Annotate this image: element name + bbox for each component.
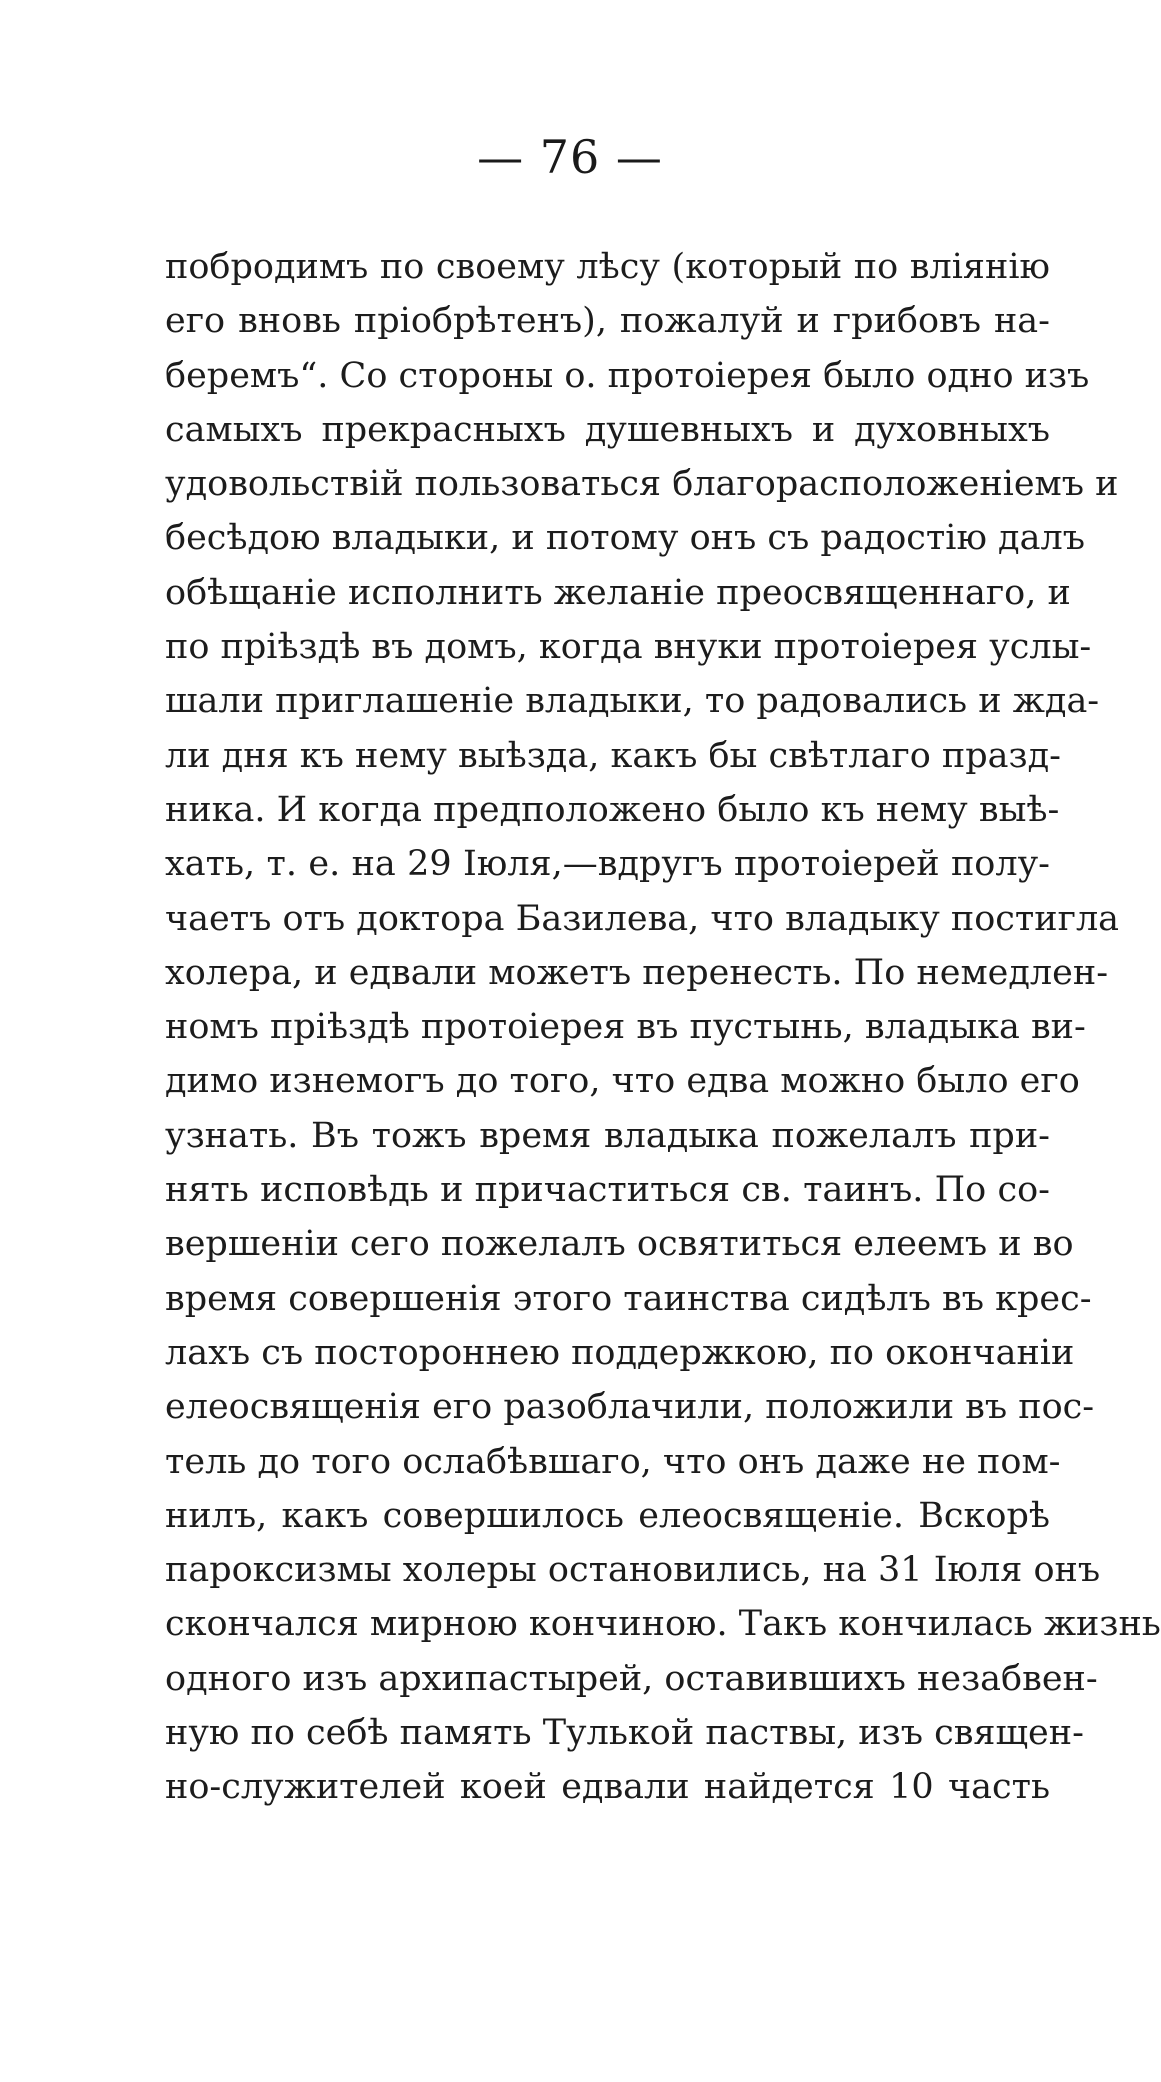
text-line: по пріѣздѣ въ домъ, когда внуки протоіерея услы- bbox=[165, 627, 1092, 668]
text-line: димо изнемогъ до того, что едва можно было его bbox=[165, 1061, 1080, 1102]
text-line: нять исповѣдь и причаститься св. таинъ. По со- bbox=[165, 1170, 1050, 1211]
text-line: но-служителей коей едвали найдется 10 часть bbox=[165, 1767, 1050, 1808]
text-line: его вновь пріобрѣтенъ), пожалуй и грибовъ на- bbox=[165, 301, 1050, 342]
text-line: самыхъ прекрасныхъ душевныхъ и духовныхъ bbox=[165, 409, 1050, 450]
text-line: удовольствій пользоваться благорасположеніемъ и bbox=[165, 464, 1119, 505]
text-line: ли дня къ нему выѣзда, какъ бы свѣтлаго празд- bbox=[165, 735, 1061, 776]
text-line: беремъ“. Со стороны о. протоіерея было одно изъ bbox=[165, 355, 1090, 396]
text-line: тель до того ослабѣвшаго, что онъ даже не пом- bbox=[165, 1441, 1061, 1482]
text-line: ника. И когда предположено было къ нему выѣ- bbox=[165, 789, 1060, 830]
text-line: узнать. Въ тожъ время владыка пожелалъ при- bbox=[165, 1115, 1050, 1156]
text-line: одного изъ архипастырей, оставившихъ незабвен- bbox=[165, 1658, 1098, 1699]
text-line: холера, и едвали можетъ перенесть. По немедлен- bbox=[165, 952, 1109, 993]
page-number: — 76 — bbox=[477, 130, 663, 184]
text-line: пароксизмы холеры остановились, на 31 Іюля онъ bbox=[165, 1550, 1101, 1591]
text-line: побродимъ по своему лѣсу (который по вліянію bbox=[165, 247, 1050, 287]
text-line: вершеніи сего пожелалъ освятиться елеемъ и во bbox=[165, 1224, 1074, 1265]
text-line: время совершенія этого таинства сидѣлъ въ крес- bbox=[165, 1278, 1092, 1319]
text-line: нилъ, какъ совершилось елеосвященіе. Вскорѣ bbox=[165, 1495, 1050, 1536]
text-line: елеосвященія его разоблачили, положили въ пос- bbox=[165, 1387, 1095, 1428]
text-line: обѣщаніе исполнить желаніе преосвященнаго, и bbox=[165, 572, 1071, 613]
text-line: скончался мирною кончиною. Такъ кончилась жизнь bbox=[165, 1604, 1161, 1645]
text-line: ную по себѣ память Тулькой паствы, изъ священ- bbox=[165, 1713, 1084, 1754]
body-text bbox=[165, 240, 1161, 1815]
text-line: хать, т. е. на 29 Іюля,—вдругъ протоіерей полу- bbox=[165, 844, 1050, 885]
text-line: лахъ съ постороннею поддержкою, по окончаніи bbox=[165, 1332, 1075, 1373]
text-line: чаетъ отъ доктора Базилева, что владыку постигла bbox=[165, 898, 1120, 939]
text-line: бесѣдою владыки, и потому онъ съ радостію далъ bbox=[165, 518, 1085, 559]
text-line: шали приглашеніе владыки, то радовались и жда- bbox=[165, 681, 1100, 722]
text-line: номъ пріѣздѣ протоіерея въ пустынь, владыка ви- bbox=[165, 1007, 1086, 1048]
